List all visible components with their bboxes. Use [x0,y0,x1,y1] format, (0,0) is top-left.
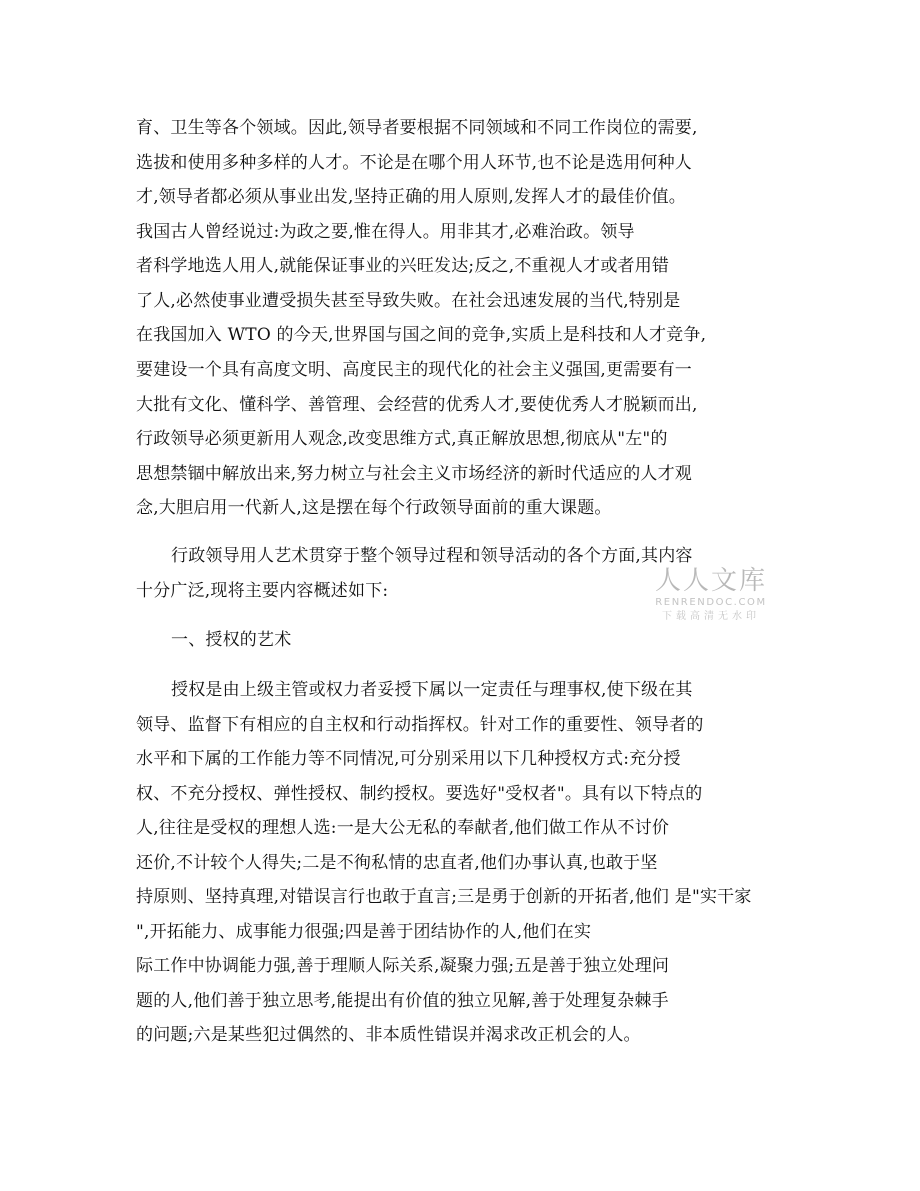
paragraph-line: 领导、监督下有相应的自主权和行动指挥权。针对工作的重要性、领导者的 [136,715,704,735]
paragraph-line: ",开拓能力、成事能力很强;四是善于团结协作的人,他们在实 [136,922,592,942]
paragraph-line: 权、不充分授权、弹性授权、制约授权。要选好"受权者"。具有以下特点的 [136,784,703,804]
paragraph-line: 在我国加入 WTO 的今天,世界国与国之间的竞争,实质上是科技和人才竞争, [136,325,707,345]
paragraph-line: 我国古人曾经说过:为政之要,惟在得人。用非其才,必难治政。领导 [136,222,635,242]
section-heading: 一、授权的艺术 [171,630,292,650]
watermark-tagline: 下载高清无水印 [662,611,760,622]
paragraph-line: 际工作中协调能力强,善于理顺人际关系,凝聚力强;五是善于独立处理问 [136,956,670,976]
paragraph-line: 题的人,他们善于独立思考,能提出有价值的独立见解,善于处理复杂棘手 [136,991,669,1011]
paragraph-line: 行政领导用人艺术贯穿于整个领导过程和领导活动的各个方面,其内容 [171,546,693,566]
paragraph-line: 持原则、坚持真理,对错误言行也敢于直言;三是勇于创新的开拓者,他们 是"实干家 [136,887,752,907]
paragraph-line: 了人,必然使事业遭受损失甚至导致失败。在社会迅速发展的当代,特别是 [136,291,681,311]
watermark [646,566,776,624]
paragraph-line: 才,领导者都必须从事业出发,坚持正确的用人原则,发挥人才的最佳价值。 [136,187,687,207]
paragraph-line: 行政领导必须更新用人观念,改变思维方式,真正解放思想,彻底从"左"的 [136,429,668,449]
paragraph-line: 选拔和使用多种多样的人才。不论是在哪个用人环节,也不论是选用何种人 [136,153,693,173]
paragraph-line: 念,大胆启用一代新人,这是摆在每个行政领导面前的重大课题。 [136,498,612,518]
watermark-domain: RENRENDOC.COM [655,597,767,608]
paragraph-line: 思想禁锢中解放出来,努力树立与社会主义市场经济的新时代适应的人才观 [136,464,693,484]
paragraph-line: 还价,不计较个人得失;二是不徇私情的忠直者,他们办事认真,也敢于坚 [136,853,658,873]
paragraph-line: 的问题;六是某些犯过偶然的、非本质性错误并渴求改正机会的人。 [136,1025,641,1045]
paragraph-line: 人,往往是受权的理想人选:一是大公无私的奉献者,他们做工作从不讨价 [136,818,670,838]
paragraph-line: 者科学地选人用人,就能保证事业的兴旺发达;反之,不重视人才或者用错 [136,256,670,276]
paragraph-line: 水平和下属的工作能力等不同情况,可分别采用以下几种授权方式:充分授 [136,749,681,769]
paragraph-line: 十分广泛,现将主要内容概述如下: [136,581,389,601]
paragraph-line: 育、卫生等各个领域。因此,领导者要根据不同领域和不同工作岗位的需要, [136,118,698,138]
watermark-title: 人人文库 [654,566,767,596]
paragraph-line: 要建设一个具有高度文明、高度民主的现代化的社会主义强国,更需要有一 [136,360,693,380]
paragraph-line: 授权是由上级主管或权力者妥授下属以一定责任与理事权,使下级在其 [171,680,693,700]
paragraph-line: 大批有文化、懂科学、善管理、会经营的优秀人才,要使优秀人才脱颖而出, [136,395,698,415]
